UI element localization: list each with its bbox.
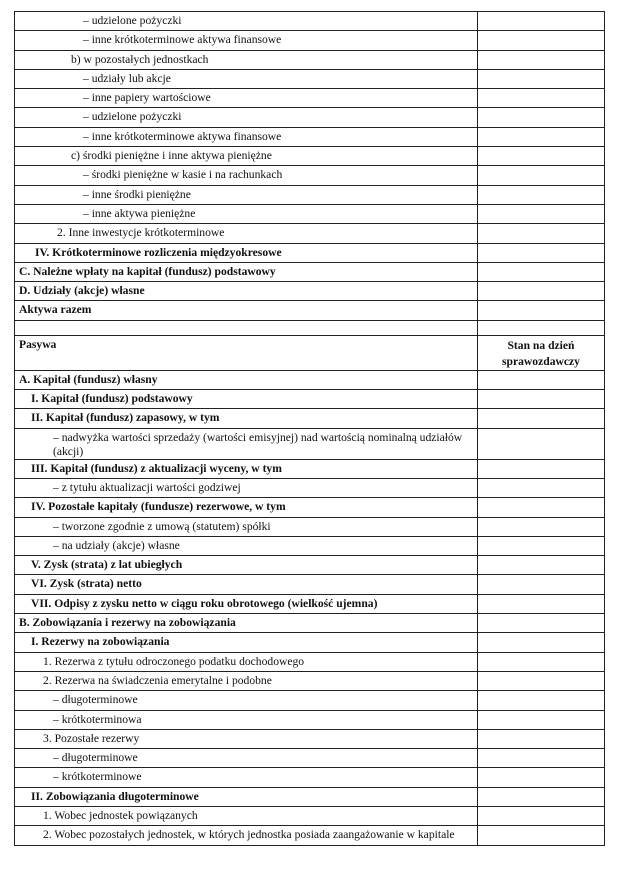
balance-sheet-table [14,11,605,846]
row-label: B. Zobowiązania i rezerwy na zobowiązania [19,616,236,630]
row-value-cell [478,671,605,690]
table-row [15,31,605,50]
row-label-cell [15,390,478,409]
table-row [15,710,605,729]
value-column-header: Stan na dzień sprawozdawczy [478,335,605,370]
row-label: – długoterminowe [53,693,138,707]
table-row [15,633,605,652]
table-row [15,69,605,88]
row-label-cell [15,498,478,517]
balance-sheet-document [14,11,605,846]
table-row [15,556,605,575]
row-value-cell [478,127,605,146]
row-label-cell [15,69,478,88]
row-value-cell [478,301,605,320]
row-label-cell [15,826,478,845]
pasywa-header-group [15,335,605,370]
pasywa-header-label: Pasywa [15,335,478,370]
row-label-cell [15,428,478,459]
table-row [15,370,605,389]
row-label-cell [15,204,478,223]
row-label: – inne krótkoterminowe aktywa finansowe [83,129,282,143]
row-label-cell [15,691,478,710]
table-row [15,826,605,845]
row-label-cell [15,127,478,146]
row-label-cell [15,536,478,555]
row-value-cell [478,282,605,301]
row-value-cell [478,390,605,409]
row-value-cell [478,498,605,517]
row-label: – inne środki pieniężne [83,187,191,201]
row-label-cell [15,614,478,633]
table-row [15,806,605,825]
table-row [15,50,605,69]
row-label: – tworzone zgodnie z umową (statutem) spółki [53,519,271,533]
row-label: 2. Rezerwa na świadczenia emerytalne i podobne [43,673,272,687]
row-label-cell [15,749,478,768]
row-label: II. Kapitał (fundusz) zapasowy, w tym [31,411,220,425]
row-value-cell [478,185,605,204]
table-row [15,108,605,127]
row-value-cell [478,594,605,613]
row-value-cell [478,224,605,243]
table-row [15,390,605,409]
table-row [15,614,605,633]
table-row [15,301,605,320]
row-label-cell [15,108,478,127]
row-value-cell [478,370,605,389]
table-row [15,787,605,806]
table-row [15,166,605,185]
table-row [15,127,605,146]
table-row [15,652,605,671]
row-label: 1. Rezerwa z tytułu odroczonego podatku dochodowego [43,654,305,668]
row-label-cell [15,556,478,575]
row-label-cell [15,301,478,320]
table-row [15,428,605,459]
row-value-cell [478,749,605,768]
row-value-cell [478,12,605,31]
table-row [15,459,605,478]
table-row [15,89,605,108]
row-value-cell [478,633,605,652]
row-label: 1. Wobec jednostek powiązanych [43,808,198,822]
table-row [15,12,605,31]
table-row [15,536,605,555]
row-label: – krótkoterminowe [53,770,142,784]
row-label-cell [15,652,478,671]
row-value-cell [478,806,605,825]
row-label: c) środki pieniężne i inne aktywa pieniężne [71,149,272,163]
row-label-cell [15,409,478,428]
table-row [15,185,605,204]
row-value-cell [478,428,605,459]
row-label: – nadwyżka wartości sprzedaży (wartości emisyjnej) nad wartością nominalną udziałów (akcji) [53,430,463,458]
aktywa-rows [15,12,605,321]
row-label-cell [15,282,478,301]
row-value-cell [478,652,605,671]
row-label: 2. Inne inwestycje krótkoterminowe [57,226,225,240]
table-row [15,224,605,243]
row-label: IV. Krótkoterminowe rozliczenia międzyokresowe [35,245,282,259]
row-label: D. Udziały (akcje) własne [19,284,145,298]
row-value-cell [478,69,605,88]
row-value-cell [478,166,605,185]
row-value-cell [478,89,605,108]
row-label-cell [15,710,478,729]
row-value-cell [478,691,605,710]
row-label-cell [15,575,478,594]
row-label: I. Kapitał (fundusz) podstawowy [31,392,193,406]
table-row [15,262,605,281]
table-row [15,691,605,710]
row-label: – udzielone pożyczki [83,14,182,27]
row-label: C. Należne wpłaty na kapitał (fundusz) podstawowy [19,264,276,278]
row-value-cell [478,459,605,478]
table-row [15,594,605,613]
row-label: 2. Wobec pozostałych jednostek, w których jednostka posiada zaangażowanie w kapitale [43,828,455,842]
row-label: – udziały lub akcje [83,71,171,85]
row-label: – udzielone pożyczki [83,110,182,124]
table-row [15,282,605,301]
table-row [15,768,605,787]
table-row [15,147,605,166]
row-label-cell [15,243,478,262]
row-value-cell [478,409,605,428]
row-value-cell [478,826,605,845]
row-label-cell [15,31,478,50]
row-label-cell [15,517,478,536]
row-value-cell [478,575,605,594]
row-label: – z tytułu aktualizacji wartości godziwej [53,480,241,494]
empty-row [15,320,605,335]
row-value-cell [478,556,605,575]
row-label: I. Rezerwy na zobowiązania [31,635,170,649]
row-value-cell [478,710,605,729]
row-value-cell [478,614,605,633]
row-value-cell [478,536,605,555]
row-label: IV. Pozostałe kapitały (fundusze) rezerwowe, w tym [31,500,286,514]
pasywa-rows [15,370,605,845]
row-value-cell [478,147,605,166]
row-value-cell [478,517,605,536]
row-label: – inne papiery wartościowe [83,91,211,105]
table-row [15,575,605,594]
spacer-row-group [15,320,605,335]
row-value-cell [478,204,605,223]
row-label: – długoterminowe [53,751,138,765]
row-value-cell [478,108,605,127]
table-row [15,243,605,262]
row-label-cell [15,729,478,748]
row-value-cell [478,243,605,262]
row-label: – inne krótkoterminowe aktywa finansowe [83,33,282,47]
row-label: – inne aktywa pieniężne [83,206,196,220]
row-label: – krótkoterminowa [53,712,142,726]
row-label-cell [15,806,478,825]
row-value-cell [478,787,605,806]
row-label-cell [15,224,478,243]
row-label: – środki pieniężne w kasie i na rachunkach [83,168,283,182]
table-row [15,498,605,517]
row-label: V. Zysk (strata) z lat ubiegłych [31,558,183,572]
row-label-cell [15,185,478,204]
row-label: – na udziały (akcje) własne [53,538,180,552]
row-label-cell [15,12,478,31]
row-label-cell [15,671,478,690]
row-label: VII. Odpisy z zysku netto w ciągu roku obrotowego (wielkość ujemna) [31,596,378,610]
row-label: b) w pozostałych jednostkach [71,52,209,66]
table-row [15,204,605,223]
row-label: VI. Zysk (strata) netto [31,577,142,591]
row-label: III. Kapitał (fundusz) z aktualizacji wyceny, w tym [31,461,282,475]
row-label-cell [15,768,478,787]
empty-label-cell [15,320,478,335]
row-label-cell [15,459,478,478]
row-label-cell [15,147,478,166]
row-label: Aktywa razem [19,303,92,317]
row-label-cell [15,166,478,185]
row-value-cell [478,729,605,748]
row-label-cell [15,50,478,69]
row-value-cell [478,478,605,497]
row-label: 3. Pozostałe rezerwy [43,731,140,745]
empty-value-cell [478,320,605,335]
row-label-cell [15,262,478,281]
row-value-cell [478,31,605,50]
row-label-cell [15,594,478,613]
row-label-cell [15,478,478,497]
row-label-cell [15,787,478,806]
pasywa-header-row [15,335,605,370]
table-row [15,749,605,768]
table-row [15,478,605,497]
row-label: II. Zobowiązania długoterminowe [31,789,199,803]
table-row [15,671,605,690]
table-row [15,729,605,748]
row-value-cell [478,262,605,281]
table-row [15,517,605,536]
row-value-cell [478,50,605,69]
row-label-cell [15,89,478,108]
row-label-cell [15,633,478,652]
row-value-cell [478,768,605,787]
row-label: A. Kapitał (fundusz) własny [19,372,158,386]
table-row [15,409,605,428]
row-label-cell [15,370,478,389]
